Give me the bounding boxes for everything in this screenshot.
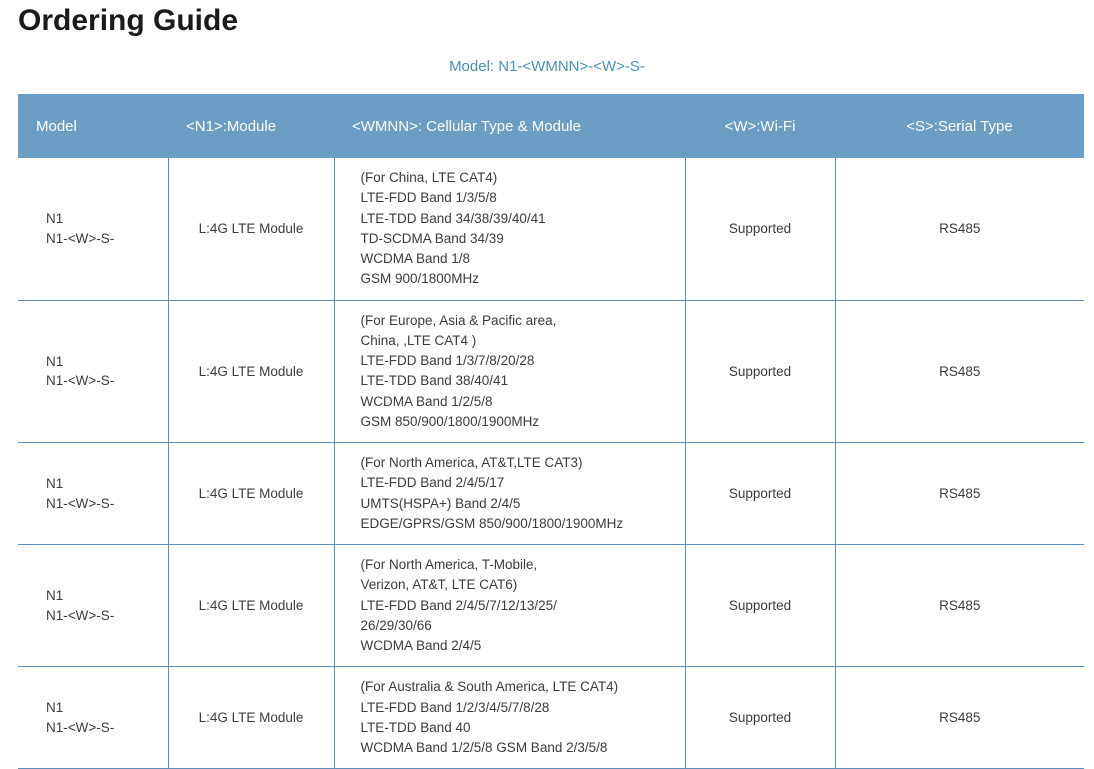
cell-serial-type: RS485: [835, 158, 1084, 300]
cellular-line: Verizon, AT&T, LTE CAT6): [360, 577, 518, 593]
table-row: [18, 158, 1084, 300]
cell-serial-type: RS485: [835, 443, 1084, 545]
cellular-line: (For North America, AT&T,LTE CAT3): [360, 455, 583, 470]
cellular-line: LTE-FDD Band 2/4/5/7/12/13/25/: [360, 597, 557, 613]
cell-model: [18, 300, 168, 443]
cell-module: L:4G LTE Module: [168, 443, 334, 545]
page-title: Ordering Guide: [18, 4, 239, 37]
cellular-line: LTE-FDD Band 2/4/5/17: [360, 475, 505, 491]
model-name: N1: [46, 588, 64, 604]
cell-wifi: Supported: [685, 667, 835, 769]
model-name: N1: [46, 475, 64, 491]
table-body: [18, 158, 1084, 769]
cellular-line: WCDMA Band 1/8: [360, 251, 471, 266]
cellular-line: 26/29/30/66: [360, 617, 432, 633]
cell-wifi: Supported: [685, 300, 835, 443]
model-name: N1: [46, 700, 64, 716]
cellular-line: LTE-FDD Band 1/3/7/8/20/28: [360, 353, 535, 368]
model-name: N1: [46, 211, 64, 227]
cellular-line: (For Australia & South America, LTE CAT4): [360, 679, 619, 695]
cellular-line: GSM 900/1800MHz: [360, 271, 480, 287]
cell-module: L:4G LTE Module: [168, 300, 334, 443]
cellular-line: (For Europe, Asia & Pacific area,: [360, 312, 557, 328]
cell-cellular-type: [334, 158, 685, 300]
model-name: N1: [46, 353, 64, 369]
cell-cellular-type: [334, 667, 685, 769]
cellular-line: China, ,LTE CAT4 ): [360, 332, 477, 348]
cell-serial-type: RS485: [835, 667, 1084, 769]
cell-wifi: Supported: [685, 545, 835, 667]
cell-cellular-type: [334, 300, 685, 443]
cellular-line: (For China, LTE CAT4): [360, 170, 498, 185]
cellular-line: TD-SCDMA Band 34/39: [360, 230, 504, 246]
table-row: [18, 443, 1084, 545]
cell-module: L:4G LTE Module: [168, 667, 334, 769]
cellular-line: WCDMA Band 2/4/5: [360, 638, 482, 653]
model-variant: N1-<W>-S-: [46, 373, 115, 389]
ordering-guide-table: [18, 94, 1084, 769]
cell-module: L:4G LTE Module: [168, 158, 334, 300]
model-variant: N1-<W>-S-: [46, 495, 115, 511]
table-row: [18, 300, 1084, 443]
table-header-row: [18, 94, 1084, 158]
cellular-line: UMTS(HSPA+) Band 2/4/5: [360, 495, 521, 511]
cell-serial-type: RS485: [835, 545, 1084, 667]
model-variant: N1-<W>-S-: [46, 607, 115, 623]
column-header-cellular-type: <WMNN>: Cellular Type & Module: [334, 94, 685, 158]
cellular-line: LTE-TDD Band 38/40/41: [360, 373, 509, 389]
cell-model: [18, 443, 168, 545]
cellular-line: LTE-FDD Band 1/2/3/4/5/7/8/28: [360, 699, 550, 715]
model-variant: N1-<W>-S-: [46, 230, 115, 246]
table-row: [18, 545, 1084, 667]
cellular-line: EDGE/GPRS/GSM 850/900/1800/1900MHz: [360, 515, 624, 531]
cell-model: [18, 158, 168, 300]
cell-wifi: Supported: [685, 443, 835, 545]
cellular-line: LTE-FDD Band 1/3/5/8: [360, 190, 497, 206]
cellular-line: LTE-TDD Band 40: [360, 719, 471, 735]
column-header-serial-type: <S>:Serial Type: [835, 94, 1084, 158]
table-row: [18, 667, 1084, 769]
model-variant: N1-<W>-S-: [46, 719, 115, 735]
cell-cellular-type: [334, 545, 685, 667]
cellular-line: (For North America, T-Mobile,: [360, 557, 538, 572]
cellular-line: LTE-TDD Band 34/38/39/40/41: [360, 210, 546, 226]
column-header-model: Model: [18, 94, 168, 158]
column-header-module: <N1>:Module: [168, 94, 334, 158]
cell-wifi: Supported: [685, 158, 835, 300]
cell-module: L:4G LTE Module: [168, 545, 334, 667]
model-pattern-caption: Model: N1-<WMNN>-<W>-S-: [449, 58, 645, 75]
cell-serial-type: RS485: [835, 300, 1084, 443]
cellular-line: WCDMA Band 1/2/5/8 GSM Band 2/3/5/8: [360, 740, 608, 755]
cellular-line: GSM 850/900/1800/1900MHz: [360, 413, 540, 429]
cell-cellular-type: [334, 443, 685, 545]
cellular-line: WCDMA Band 1/2/5/8: [360, 393, 493, 409]
cell-model: [18, 545, 168, 667]
column-header-wifi: <W>:Wi-Fi: [685, 94, 835, 158]
table-header: [18, 94, 1084, 158]
ordering-guide-table-wrapper: [18, 94, 1084, 769]
cell-model: [18, 667, 168, 769]
